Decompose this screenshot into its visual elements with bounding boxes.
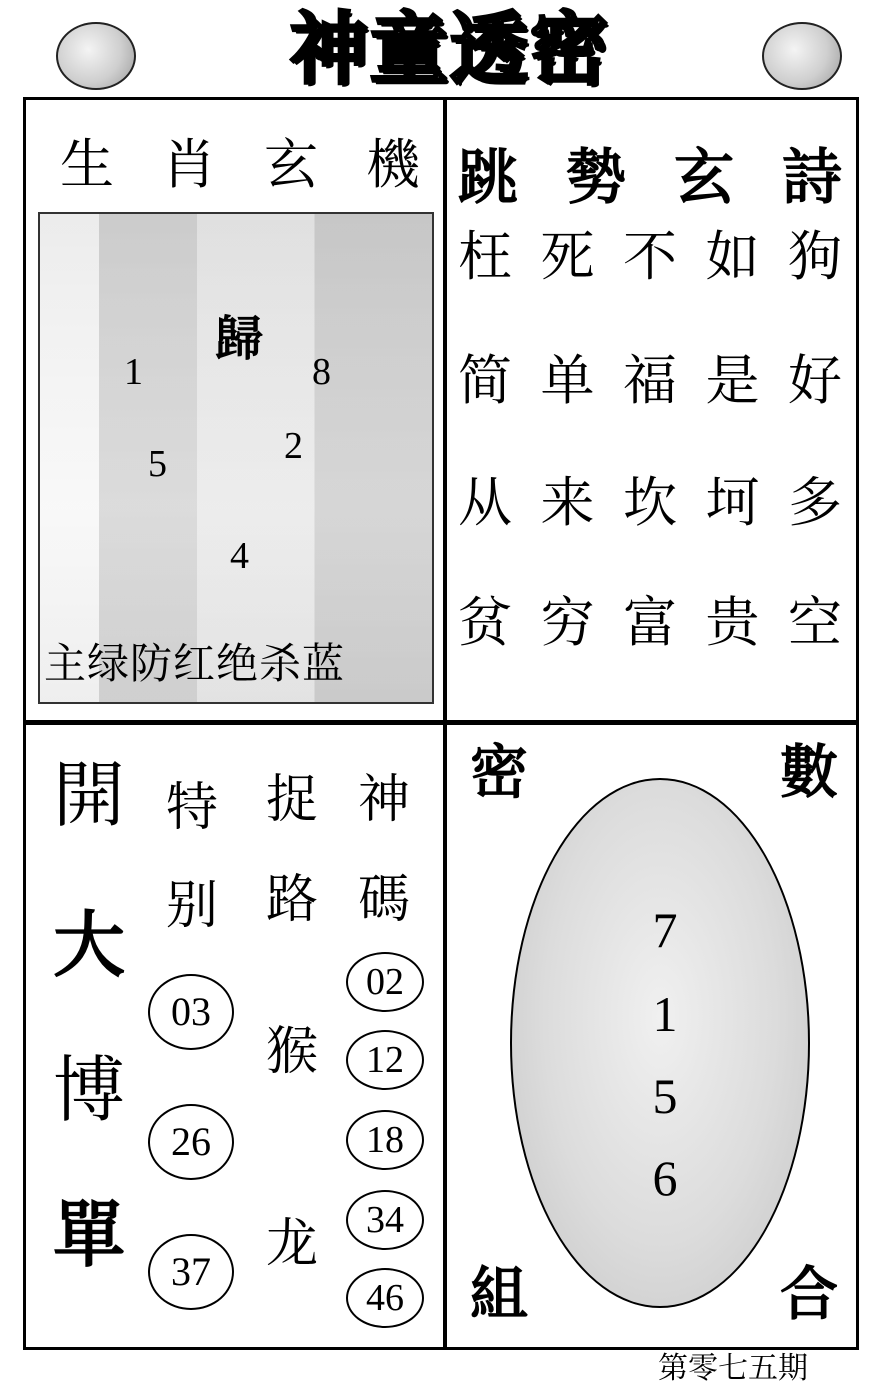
zodiac-center-char: 歸: [215, 311, 264, 367]
big-title-char: 博: [52, 1048, 125, 1132]
zodiac-number: 2: [284, 425, 303, 467]
poem-char: 单: [540, 349, 595, 412]
big-title-char: 開: [52, 753, 125, 837]
zodiac-number: 4: [230, 535, 249, 577]
zodiac-heading-char: 肖: [162, 133, 216, 196]
catch-zodiac: 龙: [265, 1214, 318, 1274]
poem-char: 狗: [788, 225, 842, 288]
page-title: 神童透密: [289, 4, 610, 95]
combo-corner-char: 密: [470, 738, 529, 806]
zodiac-number: 5: [148, 443, 167, 485]
poem-char: 好: [788, 349, 842, 412]
poem-char: 坎: [623, 471, 677, 534]
special-heading-char: 特: [165, 778, 218, 838]
zodiac-heading-char: 生: [60, 133, 114, 196]
combo-digit: 7: [652, 902, 678, 958]
poem-char: 福: [623, 349, 677, 412]
poem-row: [450, 588, 850, 658]
special-number: 03: [148, 974, 234, 1050]
poem-char: 贵: [705, 591, 760, 654]
god-number: 34: [346, 1190, 424, 1250]
god-number: 18: [346, 1110, 424, 1170]
poem-char: 空: [788, 591, 842, 654]
god-heading-char: 碼: [357, 870, 410, 930]
zodiac-number: 1: [124, 351, 143, 393]
god-heading-char: 神: [357, 770, 410, 830]
poem-char: 穷: [540, 591, 595, 654]
big-title-char: 大: [52, 902, 125, 987]
zodiac-number: 8: [312, 351, 331, 393]
poem-char: 坷: [705, 471, 760, 534]
right-decor-circle: [762, 22, 842, 90]
zodiac-heading-char: 機: [366, 133, 420, 196]
poem-char: 贫: [458, 591, 512, 654]
zodiac-bottom-text: 主绿防红绝杀蓝: [44, 639, 346, 688]
zodiac-box: [38, 212, 434, 704]
zodiac-heading: [40, 130, 440, 200]
combo-digit: 6: [652, 1150, 678, 1206]
poem-char: 多: [788, 471, 842, 534]
poem-char: 来: [540, 471, 595, 534]
poem-heading-char: 玄: [674, 143, 734, 213]
combo-digit: 5: [652, 1068, 678, 1124]
poem-char: 从: [458, 471, 512, 534]
big-title-char: 單: [52, 1192, 125, 1277]
poem-row: [450, 222, 850, 292]
poem-heading-char: 勢: [566, 143, 626, 213]
special-number: 26: [148, 1104, 234, 1180]
horizontal-divider: [23, 720, 859, 725]
poem-char: 是: [705, 349, 760, 412]
god-number: 12: [346, 1030, 424, 1090]
poem-char: 简: [458, 349, 512, 412]
poem-char: 如: [705, 225, 760, 288]
combo-corner-char: 組: [470, 1260, 529, 1328]
catch-heading-char: 路: [265, 870, 318, 930]
combo-corner-char: 合: [780, 1260, 839, 1328]
special-number: 37: [148, 1234, 234, 1310]
poem-heading: [450, 140, 850, 216]
poem-char: 富: [623, 591, 677, 654]
combo-corner-char: 數: [780, 738, 839, 806]
left-decor-circle: [56, 22, 136, 90]
issue-label: 第零七五期: [658, 1351, 808, 1386]
combo-digit: 1: [652, 986, 678, 1042]
poem-char: 不: [623, 225, 677, 288]
poem-heading-char: 詩: [782, 143, 842, 213]
poem-char: 枉: [458, 225, 512, 288]
catch-zodiac: 猴: [265, 1022, 318, 1082]
zodiac-heading-char: 玄: [264, 133, 318, 196]
poem-row: [450, 346, 850, 416]
god-number: 46: [346, 1268, 424, 1328]
special-heading-char: 别: [165, 876, 218, 936]
god-number: 02: [346, 952, 424, 1012]
poem-heading-char: 跳: [458, 143, 518, 213]
poem-row: [450, 468, 850, 538]
catch-heading-char: 捉: [265, 770, 318, 830]
poem-char: 死: [540, 225, 595, 288]
